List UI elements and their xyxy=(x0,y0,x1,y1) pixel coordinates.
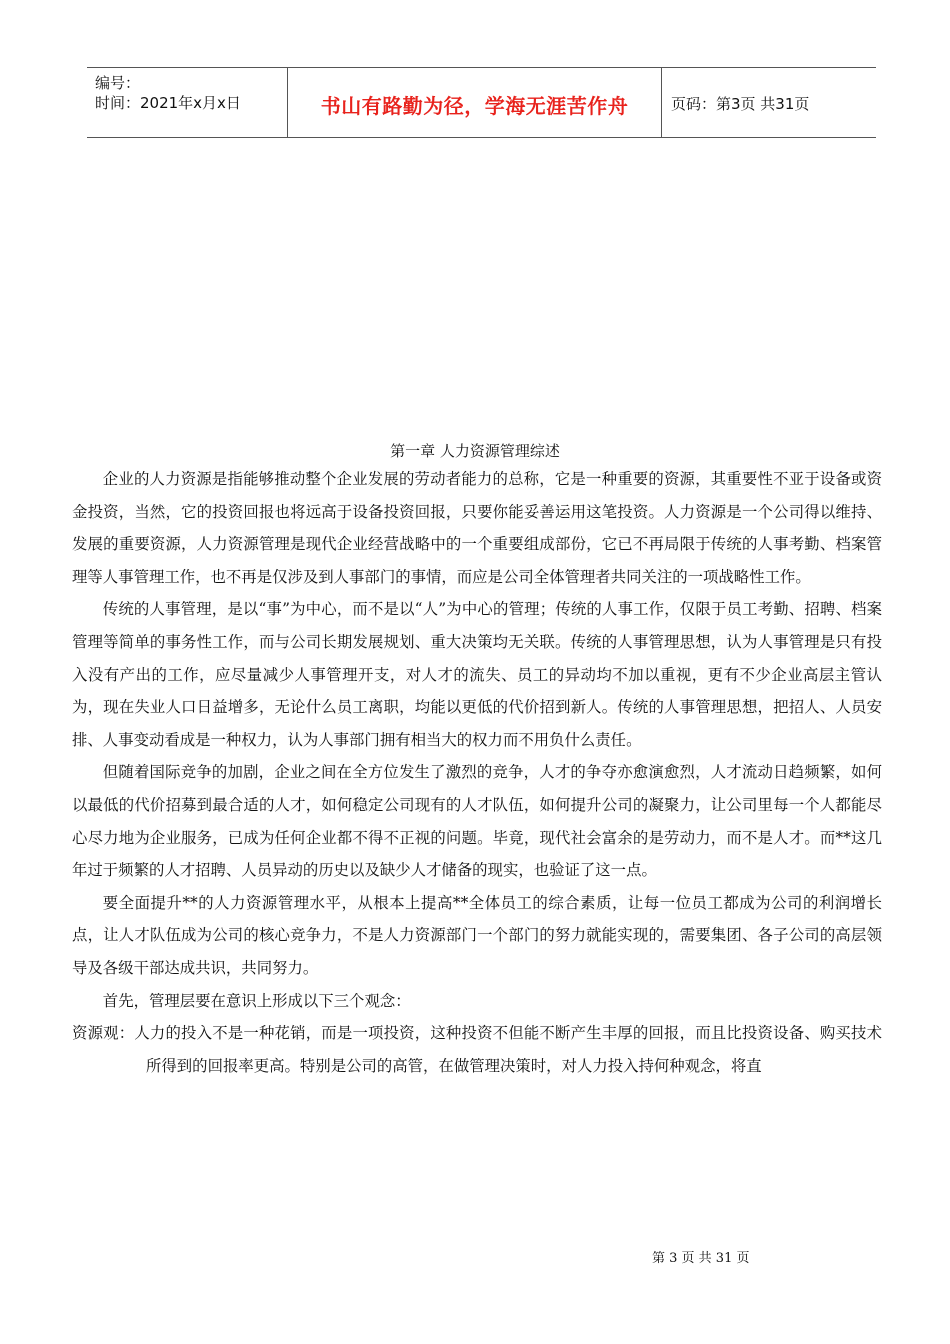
header-info-cell xyxy=(87,68,287,137)
header-page-label: 页码：第3页 共31页 xyxy=(671,95,810,113)
paragraph: 首先，管理层要在意识上形成以下三个观念： xyxy=(102,991,411,1010)
header-motto: 书山有路勤为径，学海无涯苦作舟 xyxy=(320,94,629,118)
paragraph: 要全面提升**的人力资源管理水平，从根本上提高**全体员工的综合素质，让每一位员工都成为公司的利润增长点，让人才队伍成为公司的核心竞争力，不是人力资源部门一个部门的努力就能实现的，需要集团、各子公司的高层领导及各级干部达成共识，共同努力。 xyxy=(72,893,882,977)
chapter-title: 第一章 人力资源管理综述 xyxy=(390,442,560,460)
header-page-cell xyxy=(661,68,876,137)
document-time-label: 时间：2021年x月x日 xyxy=(95,94,241,112)
body-text xyxy=(72,463,882,1082)
footer-page-number: 第 3 页 共 31 页 xyxy=(652,1251,750,1266)
paragraph: 企业的人力资源是指能够推动整个企业发展的劳动者能力的总称，它是一种重要的资源，其重要性不亚于设备或资金投资，当然，它的投资回报也将远高于设备投资回报，只要你能妥善运用这笔投资。人力资源是一个公司得以维持、发展的重要资源，人力资源管理是现代企业经营战略中的一个重要组成部份，它已不再局限于传统的人事考勤、档案管理等人事管理工作，也不再是仅涉及到人事部门的事情，而应是公司全体管理者共同关注的一项战略性工作。 xyxy=(72,470,882,586)
document-number-label: 编号： xyxy=(95,74,141,92)
paragraph: 但随着国际竞争的加剧，企业之间在全方位发生了激烈的竞争，人才的争夺亦愈演愈烈，人才流动日趋频繁，如何以最低的代价招募到最合适的人才，如何稳定公司现有的人才队伍，如何提升公司的凝聚力，让公司里每一个人都能尽心尽力地为企业服务，已成为任何企业都不得不正视的问题。毕竟，现代社会富余的是劳动力，而不是人才。而**这几年过于频繁的人才招聘、人员异动的历史以及缺少人才储备的现实，也验证了这一点。 xyxy=(72,763,882,880)
header-table xyxy=(87,67,876,138)
concept-item: 资源观：人力的投入不是一种花销，而是一项投资，这种投资不但能不断产生丰厚的回报，而且比投资设备、购买技术所得到的回报率更高。特别是公司的高管，在做管理决策时，对人力投入持何种观念，将直 xyxy=(72,1024,882,1075)
paragraph: 传统的人事管理，是以“事”为中心，而不是以“人”为中心的管理；传统的人事工作，仅限于员工考勤、招聘、档案管理等简单的事务性工作，而与公司长期发展规划、重大决策均无关联。传统的人事管理思想，认为人事管理是只有投入没有产出的工作，应尽量减少人事管理开支，对人才的流失、员工的异动均不加以重视，更有不少企业高层主管认为，现在失业人口日益增多，无论什么员工离职，均能以更低的代价招到新人。传统的人事管理思想，把招人、人员安排、人事变动看成是一种权力，认为人事部门拥有相当大的权力而不用负什么责任。 xyxy=(72,600,882,749)
header-motto-cell xyxy=(287,68,662,137)
